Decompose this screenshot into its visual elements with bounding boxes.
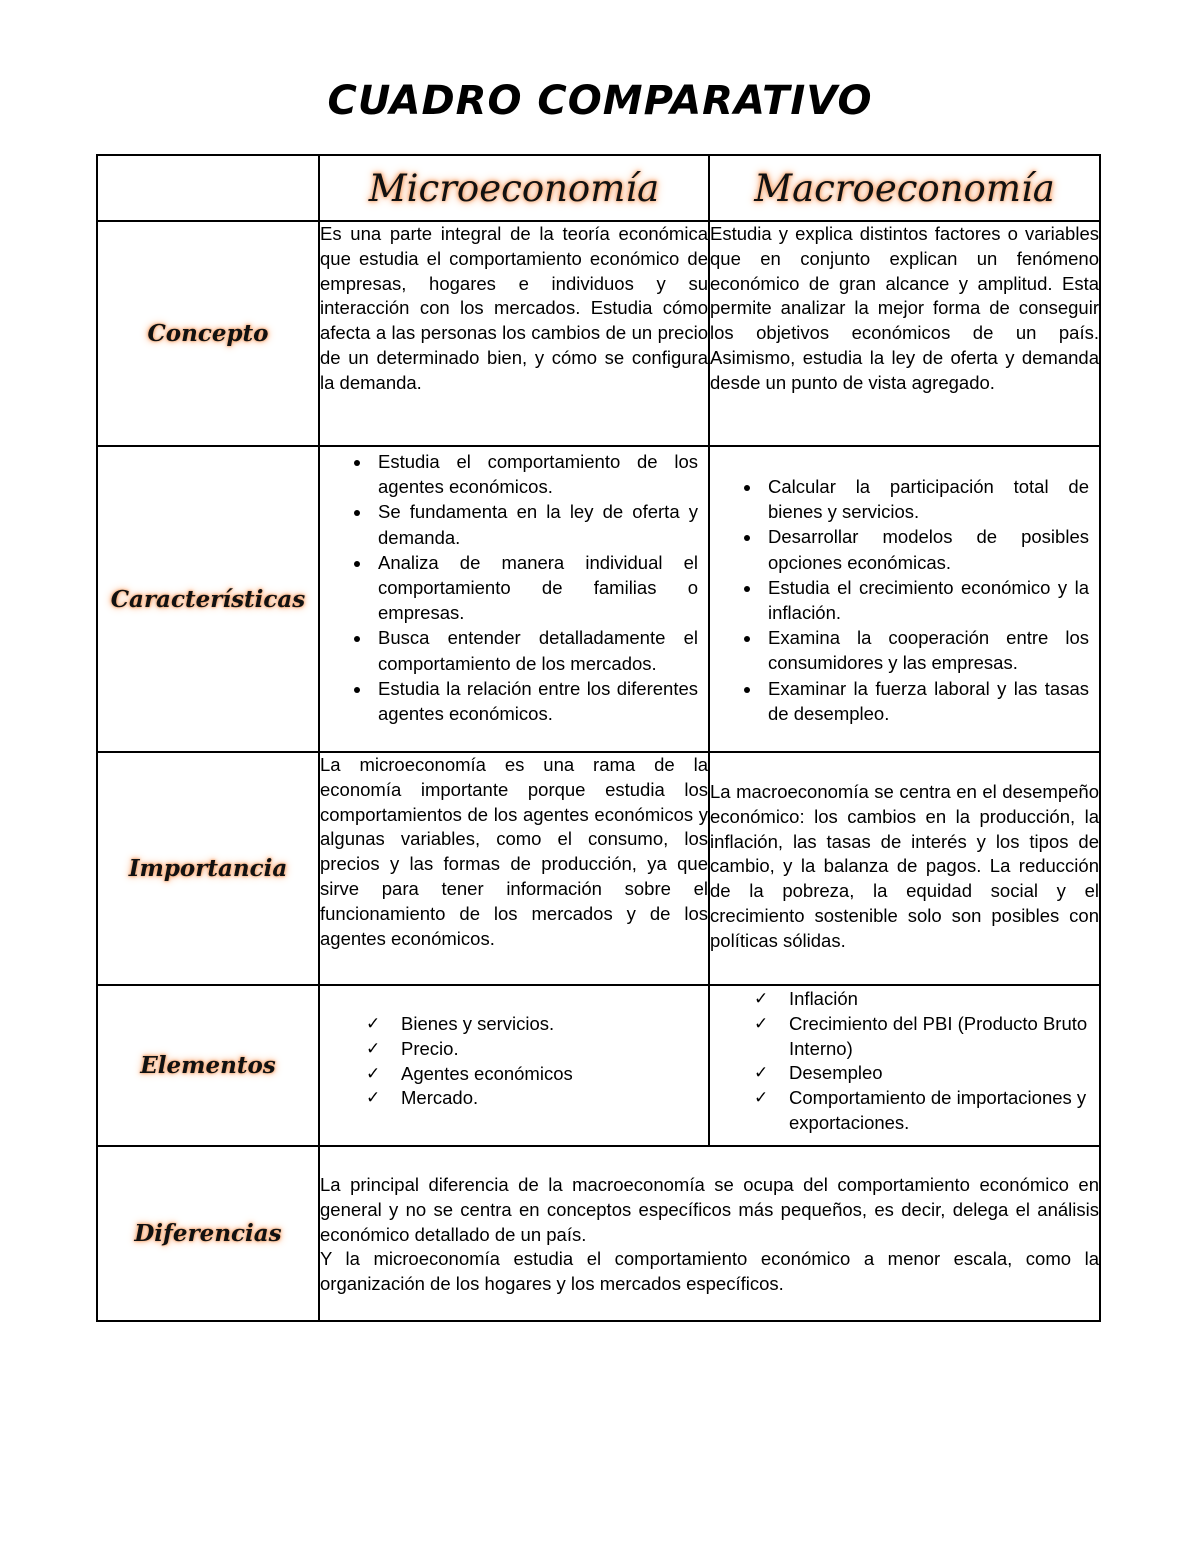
caracteristicas-micro-list	[320, 449, 708, 726]
check-icon: ✓	[754, 1013, 769, 1034]
list-item-label: Crecimiento del PBI (Producto Bruto Interno)	[789, 1012, 1088, 1059]
label-elementos: Elementos	[97, 985, 319, 1146]
elementos-macro	[709, 985, 1100, 1146]
caracteristicas-micro	[319, 446, 709, 752]
list-item	[754, 1061, 1089, 1086]
list-item: • Busca entender detalladamente el comportamiento de los mercados.	[372, 625, 698, 675]
diferencias-content	[319, 1146, 1100, 1321]
diferencias-paragraph-1: La principal diferencia de la macroeconomía se ocupa del comportamiento económico en general y no se centra en conceptos específicos más pequeños, es decir, delega el análisis económico detallado de un país.	[320, 1174, 1099, 1245]
row-importancia	[97, 752, 1100, 985]
list-item	[754, 987, 1089, 1012]
header-macro: Macroeconomía	[709, 155, 1100, 221]
header-row	[97, 155, 1100, 221]
label-caracteristicas: Características	[97, 446, 319, 752]
list-item	[366, 1012, 698, 1037]
list-item	[754, 1012, 1089, 1062]
list-item: • Estudia el crecimiento económico y la inflación.	[762, 575, 1089, 625]
concepto-micro: Es una parte integral de la teoría económica que estudia el comportamiento económico de empresas, hogares e individuos y su interacción con los mercados. Estudia cómo afecta a las personas los cambios de un precio de un determinado bien, y cómo se configura la demanda.	[319, 221, 709, 446]
caracteristicas-macro-list	[710, 474, 1099, 726]
list-item-label: Bienes y servicios.	[401, 1013, 555, 1034]
diferencias-paragraph-2: Y la microeconomía estudia el comportamiento económico a menor escala, como la organización de los hogares y los mercados específicos.	[320, 1248, 1099, 1295]
label-concepto: Concepto	[97, 221, 319, 446]
list-item-label: Agentes económicos	[401, 1062, 573, 1084]
check-icon: ✓	[366, 1014, 381, 1034]
check-icon: ✓	[754, 1088, 769, 1109]
elementos-micro-list	[366, 1012, 698, 1111]
list-item: • Estudia el comportamiento de los agentes económicos.	[372, 449, 698, 499]
list-item: • Analiza de manera individual el comportamiento de familias o empresas.	[372, 550, 698, 626]
check-icon: ✓	[754, 989, 769, 1009]
header-empty-cell	[97, 155, 319, 221]
list-item-label: Comportamiento de importaciones y exportaciones.	[789, 1087, 1087, 1133]
importancia-micro: La microeconomía es una rama de la economía importante porque estudia los comportamientos de los agentes económicos y algunas variables, como el consumo, los precios y las formas de producción, ya que sirve para tener información sobre el funcionamiento de los mercados y de los agentes económicos.	[319, 752, 709, 985]
page-title: CUADRO COMPARATIVO	[327, 78, 873, 124]
list-item-label: Inflación	[789, 988, 858, 1009]
label-importancia: Importancia	[97, 752, 319, 985]
list-item	[366, 1037, 698, 1062]
check-icon: ✓	[366, 1063, 381, 1084]
comparison-table	[96, 154, 1101, 1322]
list-item: • Desarrollar modelos de posibles opciones económicas.	[762, 524, 1089, 574]
caracteristicas-macro	[709, 446, 1100, 752]
list-item-label: Desempleo	[789, 1062, 883, 1084]
list-item-label: Mercado.	[401, 1087, 479, 1109]
row-diferencias	[97, 1146, 1100, 1321]
importancia-macro: La macroeconomía se centra en el desempeño económico: los cambios en la producción, la inflación, las tasas de interés y los tipos de cambio, y la balanza de pagos. La reducción de la pobreza, la equidad social y el crecimiento sostenible solo son posibles con políticas sólidas.	[709, 752, 1100, 985]
check-icon: ✓	[754, 1063, 769, 1084]
list-item-label: Precio.	[401, 1037, 459, 1059]
list-item: • Calcular la participación total de bienes y servicios.	[762, 474, 1089, 524]
list-item: • Estudia la relación entre los diferentes agentes económicos.	[372, 676, 698, 726]
list-item	[754, 1086, 1089, 1136]
header-micro: Microeconomía	[319, 155, 709, 221]
list-item: • Examinar la fuerza laboral y las tasas de desempleo.	[762, 676, 1089, 726]
row-elementos	[97, 985, 1100, 1146]
list-item: • Se fundamenta en la ley de oferta y demanda.	[372, 499, 698, 549]
list-item: • Examina la cooperación entre los consumidores y las empresas.	[762, 625, 1089, 675]
check-icon: ✓	[366, 1088, 381, 1109]
label-diferencias: Diferencias	[97, 1146, 319, 1321]
concepto-macro: Estudia y explica distintos factores o variables que en conjunto explican un fenómeno económico de gran alcance y amplitud. Esta permite analizar la mejor forma de conseguir los objetivos económicos de un país. Asimismo, estudia la ley de oferta y demanda desde un punto de vista agregado.	[709, 221, 1100, 446]
check-icon: ✓	[366, 1038, 381, 1059]
row-concepto	[97, 221, 1100, 446]
list-item	[366, 1062, 698, 1087]
elementos-macro-list	[754, 987, 1089, 1136]
list-item	[366, 1086, 698, 1111]
row-caracteristicas	[97, 446, 1100, 752]
elementos-micro	[319, 985, 709, 1146]
